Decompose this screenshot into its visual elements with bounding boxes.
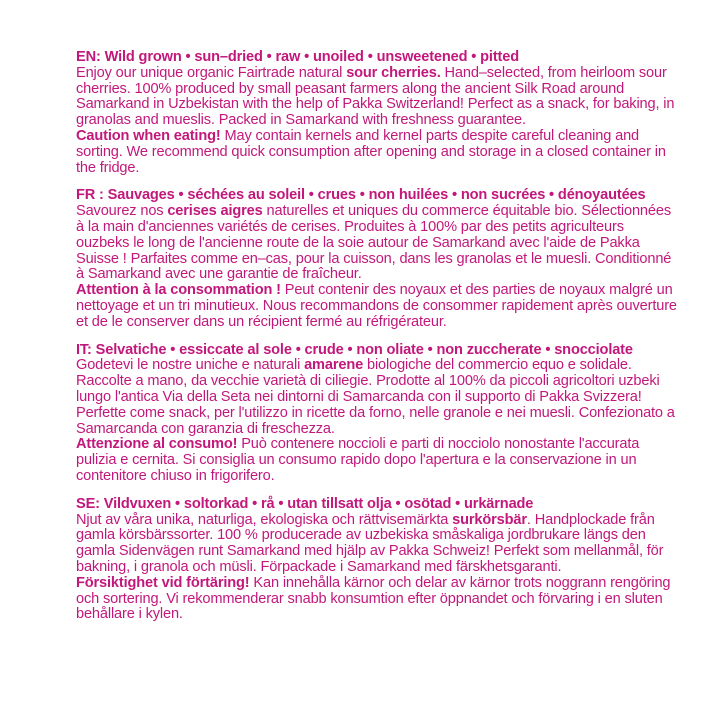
intro-text: . Handplockade från gamla körsbärssorter. 100 % producerade av uzbekiska småskaliga jordbrukare längs den gamla Sidenvägen runt Samarkand med hjälp av Pakka Schweiz! Perfekt som mellanmål, för bakning, i granola och müsli. Förpackade i Samarkand med färskhetsgaranti. bbox=[76, 511, 664, 575]
warning-text: May contain kernels and kernel parts despite careful cleaning and sorting. We recommend quick consumption after opening and storage in a closed container in the fridge. bbox=[76, 127, 666, 176]
intro-text: Godetevi le nostre uniche e naturali bbox=[76, 357, 305, 374]
warning-paragraph bbox=[76, 129, 680, 176]
section-heading: FR : Sauvages • séchées au soleil • crues • non huilées • non sucrées • dénoyautées bbox=[76, 187, 646, 204]
warning-title: Attention à la consommation ! bbox=[76, 282, 281, 299]
warning-title: Attenzione al consumo! bbox=[76, 436, 238, 453]
warning-paragraph bbox=[76, 283, 680, 330]
warning-text: Può contenere noccioli e parti di nocciolo nonostante l'accurata pulizia e cernita. Si consiglia un consumo rapido dopo l'apertura e la conservazione in un contenitore chiuso in frigorifero. bbox=[76, 436, 640, 484]
section-heading: IT: Selvatiche • essiccate al sole • crude • non oliate • non zuccherate • snocciolate bbox=[76, 341, 633, 358]
warning-title: Försiktighet vid förtäring! bbox=[76, 574, 250, 591]
warning-text: Kan innehålla kärnor och delar av kärnor trots noggrann rengöring och sortering. Vi rekommenderar snabb konsumtion efter öppnandet och förvaring i en sluten behållare i kylen. bbox=[76, 574, 671, 623]
section-heading: EN: Wild grown • sun–dried • raw • unoiled • unsweetened • pitted bbox=[76, 49, 519, 65]
intro-text: Savourez nos bbox=[76, 203, 168, 220]
warning-paragraph bbox=[76, 576, 680, 623]
section-body bbox=[76, 204, 680, 283]
warning-paragraph bbox=[76, 437, 680, 484]
product-name: amarene bbox=[304, 357, 364, 374]
section-en bbox=[76, 50, 680, 176]
section-body bbox=[76, 66, 680, 129]
intro-text: naturelles et uniques du commerce équitable bio. Sélectionnées à la main d'anciennes variétés de cerises. Produites à 100% par des petits agriculteurs ouzbeks le long de l'ancienne route de la soie autour de Samarkand avec l'aide de Pakka Suisse ! Parfaites comme en–cas, pour la cuisson, dans les granolas et le muesli. Conditionné à Samarkand avec une garantie de fraîcheur. bbox=[76, 203, 672, 283]
warning-text: Peut contenir des noyaux et des parties de noyaux malgré un nettoyage et un tri minutieux. Nous recommandons de consommer rapidement après ouverture et de le conserver dans un récipient fermé au réfrigérateur. bbox=[76, 282, 677, 330]
intro-text: Hand–selected, from heirloom sour cherries. 100% produced by small peasant farmers along the ancient Silk Road around Samarkand in Uzbekistan with the help of Pakka Switzerland! Perfect as a snack, for baking, in granolas and mueslis. Packed in Samarkand with freshness guarantee. bbox=[76, 64, 675, 129]
section-body bbox=[76, 358, 680, 437]
section-fr bbox=[76, 188, 680, 330]
section-heading: SE: Vildvuxen • soltorkad • rå • utan tillsatt olja • osötad • urkärnade bbox=[76, 495, 534, 512]
intro-text: biologiche del commercio equo e solidale. Raccolte a mano, da vecchie varietà di ciliegie. Prodotte al 100% da piccoli agricoltori uzbeki lungo l'antica Via della Seta nei dintorni di Samarcanda con il supporto di Pakka Svizzera! Perfette come snack, per l'utilizzo in ricette da forno, nelle granole e nei muesli. Confezionato a Samarcanda con garanzia di freschezza. bbox=[76, 357, 675, 437]
intro-text: Njut av våra unika, naturliga, ekologiska och rättvisemärkta bbox=[76, 511, 453, 528]
section-body bbox=[76, 513, 680, 576]
product-name: sour cherries. bbox=[346, 64, 441, 81]
product-name: cerises aigres bbox=[167, 203, 263, 220]
product-name: surkörsbär bbox=[452, 511, 527, 528]
section-se bbox=[76, 497, 680, 623]
warning-title: Caution when eating! bbox=[76, 127, 221, 144]
intro-text: Enjoy our unique organic Fairtrade natural bbox=[76, 64, 347, 81]
section-it bbox=[76, 343, 680, 485]
